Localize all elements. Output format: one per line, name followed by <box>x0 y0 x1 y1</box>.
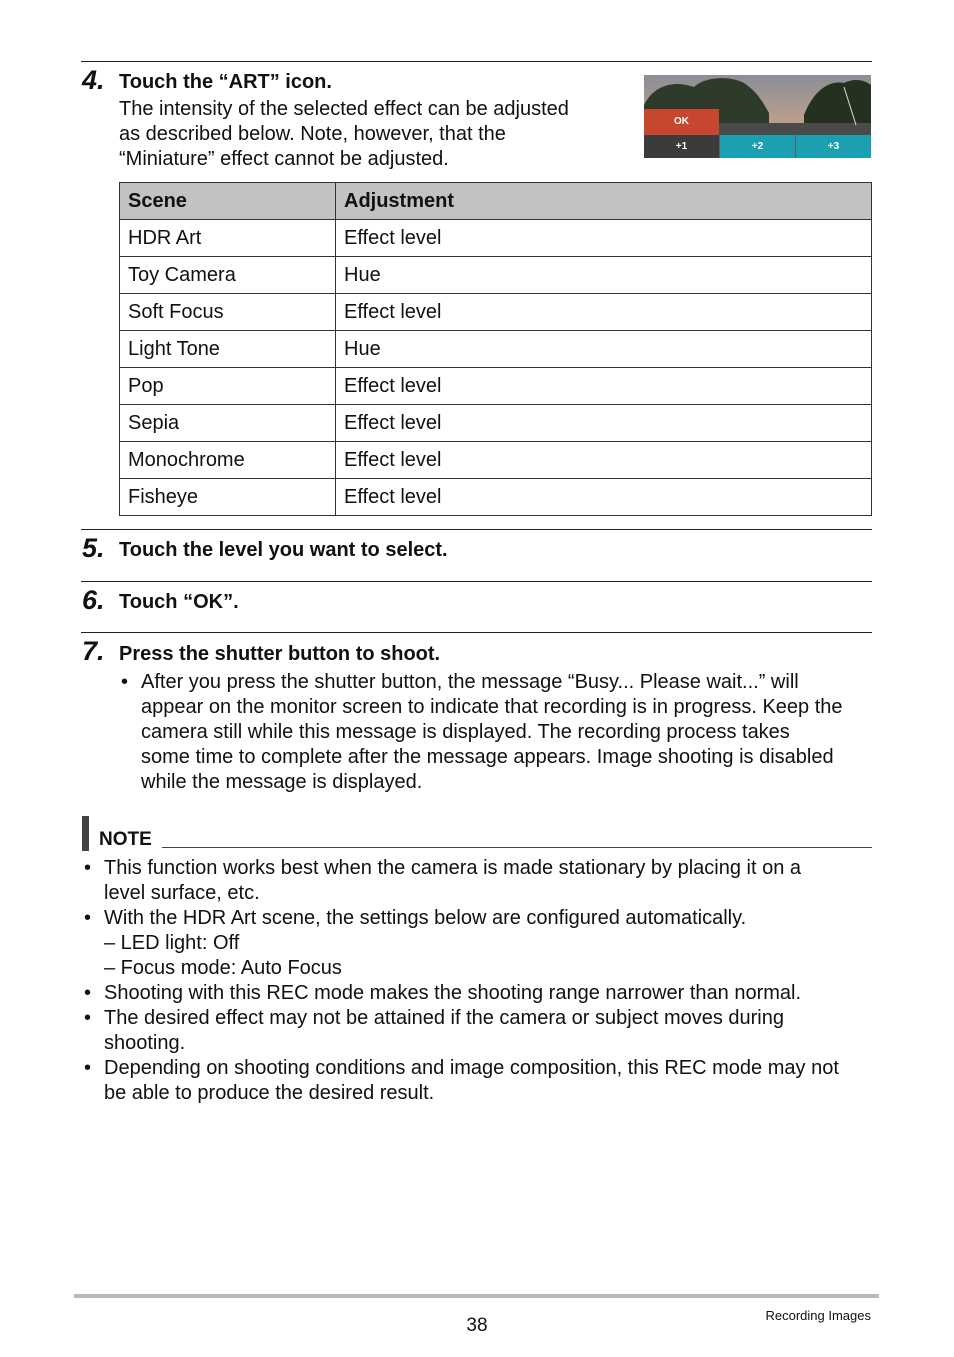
note-item-line: level surface, etc. <box>104 882 260 904</box>
scene-cell: Fisheye <box>120 479 336 516</box>
scene-cell: Pop <box>120 368 336 405</box>
note-item-line: • The desired effect may not be attained if the camera or subject moves during <box>104 1007 784 1029</box>
step7-bullet-line: camera still while this message is displayed. The recording process takes <box>141 721 790 743</box>
adjustment-cell: Effect level <box>336 405 872 442</box>
scene-cell: Light Tone <box>120 331 336 368</box>
table-row <box>120 331 872 368</box>
step4-divider <box>81 61 872 62</box>
section-title: Recording Images <box>765 1308 871 1323</box>
note-item-line: • With the HDR Art scene, the settings below are configured automatically. <box>104 907 747 929</box>
art-adjust-screenshot <box>644 75 871 158</box>
scene-cell: Toy Camera <box>120 257 336 294</box>
step7-title: Press the shutter button to shoot. <box>119 643 441 665</box>
step7-bullet-line: some time to complete after the message appears. Image shooting is disabled <box>141 746 834 768</box>
adjustment-cell: Effect level <box>336 479 872 516</box>
adjustment-cell: Hue <box>336 257 872 294</box>
step4-title: Touch the “ART” icon. <box>119 71 332 93</box>
note-item <box>82 981 872 1006</box>
note-item-line: be able to produce the desired result. <box>104 1082 435 1104</box>
note-item <box>82 906 872 931</box>
step5-title: Touch the level you want to select. <box>119 539 448 561</box>
note-label: NOTE <box>99 829 152 850</box>
table-row <box>120 479 872 516</box>
column-header-scene: Scene <box>120 183 336 220</box>
adjustment-cell: Effect level <box>336 368 872 405</box>
step7-bullet-line: • After you press the shutter button, the message “Busy... Please wait...” will <box>119 670 872 695</box>
table-row <box>120 442 872 479</box>
page-number: 38 <box>466 1315 488 1336</box>
level-plus3-button[interactable]: +3 <box>796 135 871 158</box>
note-item <box>82 1006 872 1056</box>
note-list <box>82 856 872 1106</box>
note-subitem <box>82 931 872 956</box>
column-header-adjustment: Adjustment <box>336 183 872 220</box>
ok-button[interactable]: OK <box>644 109 719 135</box>
note-item-line: shooting. <box>104 1032 186 1054</box>
step7-divider <box>81 632 872 633</box>
adjustment-cell: Effect level <box>336 442 872 479</box>
note-item-line: • Depending on shooting conditions and image composition, this REC mode may not <box>104 1057 839 1079</box>
step7-bullet-line: while the message is displayed. <box>141 771 423 793</box>
step6-title: Touch “OK”. <box>119 591 239 613</box>
table-row <box>120 294 872 331</box>
step6-divider <box>81 581 872 582</box>
step4-description-line: “Miniature” effect cannot be adjusted. <box>119 148 449 170</box>
step4-description <box>119 97 569 172</box>
adjustment-cell: Effect level <box>336 220 872 257</box>
step4-description-line: The intensity of the selected effect can be adjusted <box>119 98 569 120</box>
step7-number: 7. <box>82 636 105 666</box>
note-item-line: • This function works best when the camera is made stationary by placing it on a <box>104 857 802 879</box>
note-marker <box>82 816 89 851</box>
scene-cell: HDR Art <box>120 220 336 257</box>
step7-bullet <box>119 670 872 795</box>
note-divider <box>162 847 872 848</box>
level-plus1-button[interactable]: +1 <box>644 135 719 158</box>
scene-adjustment-table <box>119 182 872 516</box>
table-header-row <box>120 183 872 220</box>
note-item <box>82 1056 872 1106</box>
step5-number: 5. <box>82 533 105 563</box>
adjustment-cell: Hue <box>336 331 872 368</box>
level-plus2-button[interactable]: +2 <box>720 135 795 158</box>
table-row <box>120 368 872 405</box>
table-row <box>120 405 872 442</box>
note-subitem <box>82 956 872 981</box>
step6-number: 6. <box>82 585 105 615</box>
note-item <box>82 856 872 906</box>
step4-description-line: as described below. Note, however, that the <box>119 123 506 145</box>
note-item-line: – Focus mode: Auto Focus <box>104 957 342 979</box>
step7-bullet-line: appear on the monitor screen to indicate that recording is in progress. Keep the <box>141 696 843 718</box>
note-item-line: – LED light: Off <box>104 932 240 954</box>
footer-divider <box>74 1294 879 1298</box>
scene-cell: Soft Focus <box>120 294 336 331</box>
adjustment-cell: Effect level <box>336 294 872 331</box>
table-row <box>120 257 872 294</box>
scene-cell: Monochrome <box>120 442 336 479</box>
table-row <box>120 220 872 257</box>
note-item-line: • Shooting with this REC mode makes the shooting range narrower than normal. <box>104 982 802 1004</box>
scene-cell: Sepia <box>120 405 336 442</box>
step4-number: 4. <box>82 65 105 95</box>
step5-divider <box>81 529 872 530</box>
